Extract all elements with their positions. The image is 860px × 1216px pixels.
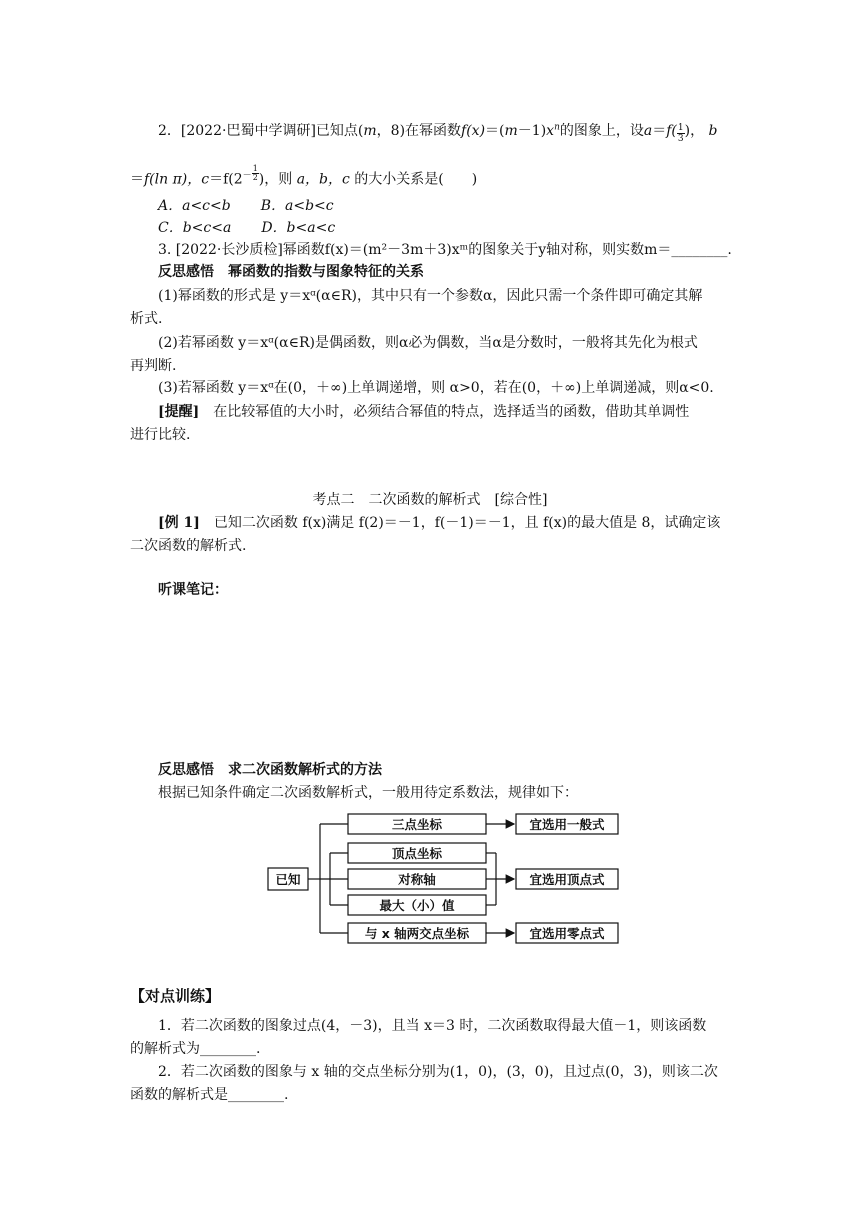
denominator: 3 (677, 134, 684, 144)
numerator: 1 (252, 164, 258, 173)
var-b: b (708, 123, 718, 139)
func-fx: f(x) (461, 123, 486, 139)
text: 的图象上，设 (559, 123, 644, 139)
example-1-line-2: 二次函数的解析式. (130, 538, 247, 554)
option-b: B．a<b<c (260, 198, 334, 214)
text: ＝ (652, 123, 667, 139)
root-label: 已知 (275, 872, 301, 887)
reflect-1-p2b: 再判断. (130, 358, 177, 374)
training-q1a: 1．若二次函数的图象过点(4，－3)，且当 x＝3 时，二次函数取得最大值－1，则该函数 (158, 1018, 707, 1034)
text: )， (684, 123, 705, 139)
cond-axis: 对称轴 (398, 872, 436, 887)
var-m: m (363, 123, 377, 139)
training-title: 【对点训练】 (130, 987, 221, 1005)
cond-maxmin: 最大（小）值 (379, 898, 455, 913)
section-2-title: 考点二 二次函数的解析式 [综合性] (312, 492, 548, 508)
numerator: 1 (677, 123, 684, 133)
notes-label: 听课笔记： (158, 582, 228, 598)
res-zero: 宜选用零点式 (529, 926, 605, 941)
text: 的大小关系是( ) (349, 171, 478, 188)
text: ＝ (130, 171, 144, 188)
text: f(ln π)， (144, 171, 202, 188)
cond-xint: 与 x 轴两交点坐标 (364, 926, 470, 941)
example-text: 已知二次函数 f(x)满足 f(2)＝－1，f(－1)＝－1，且 f(x)的最大值是 8，试确定该 (199, 515, 721, 531)
training-q2b: 函数的解析式是________. (130, 1087, 289, 1103)
problem-3: 3. [2022·长沙质检]幂函数f(x)＝(m²－3m＋3)xᵐ的图象关于y轴对称，则实数m＝________. (158, 242, 732, 258)
reflect-1-tip-b: 进行比较. (130, 427, 191, 443)
var-x: x (546, 123, 555, 139)
text: ，8)在幂函数 (376, 123, 462, 139)
reflect-1-p1a: (1)幂函数的形式是 y＝xᵅ(α∈R)，其中只有一个参数α，因此只需一个条件即可确定其解 (158, 288, 703, 304)
reflect-1-p2a: (2)若幂函数 y＝xᵅ(α∈R)是偶函数，则α必为偶数，当α是分数时，一般将其先化为根式 (158, 335, 698, 351)
cond-three-points: 三点坐标 (391, 817, 443, 832)
option-c: C．b<c<a (158, 220, 232, 236)
var-a: a (643, 123, 653, 139)
text: ＝f(2 (209, 171, 243, 188)
tip-label: [提醒] (158, 404, 200, 420)
text: －1) (517, 123, 547, 139)
text: ＝( (485, 123, 505, 139)
reflect-2-title: 反思感悟 求二次函数解析式的方法 (158, 762, 382, 778)
text: a，b，c (296, 171, 350, 188)
var-m: m (504, 123, 518, 139)
training-q1b: 的解析式为________. (130, 1041, 261, 1057)
example-label: [例 1] (158, 515, 200, 531)
reflect-1-title: 反思感悟 幂函数的指数与图象特征的关系 (158, 264, 424, 280)
res-general: 宜选用一般式 (529, 817, 605, 832)
text: 2．[2022·巴蜀中学调研]已知点( (158, 123, 364, 139)
func-f: f( (666, 123, 677, 139)
var-c: c (201, 171, 210, 188)
text: )，则 (258, 171, 293, 188)
cond-vertex: 顶点坐标 (391, 846, 443, 861)
res-vertex: 宜选用顶点式 (529, 872, 605, 887)
denominator: 2 (252, 173, 258, 182)
tip-text: 在比较幂值的大小时，必须结合幂值的特点，选择适当的函数，借助其单调性 (199, 404, 690, 420)
option-d: D．b<a<c (261, 220, 336, 236)
option-a: A．a<c<b (158, 198, 231, 214)
reflect-2-desc: 根据已知条件确定二次函数解析式，一般用待定系数法，规律如下： (158, 785, 578, 801)
reflect-1-p1b: 析式. (130, 311, 163, 327)
reflect-1-p3: (3)若幂函数 y＝xᵅ在(0，＋∞)上单调递增，则 α>0，若在(0，＋∞)上单调递减，则α<0. (158, 380, 714, 396)
exp-sign: － (242, 171, 252, 181)
exp-n: n (554, 122, 560, 133)
training-q2a: 2．若二次函数的图象与 x 轴的交点坐标分别为(1，0)，(3，0)，且过点(0，3)，则该二次 (158, 1064, 718, 1080)
